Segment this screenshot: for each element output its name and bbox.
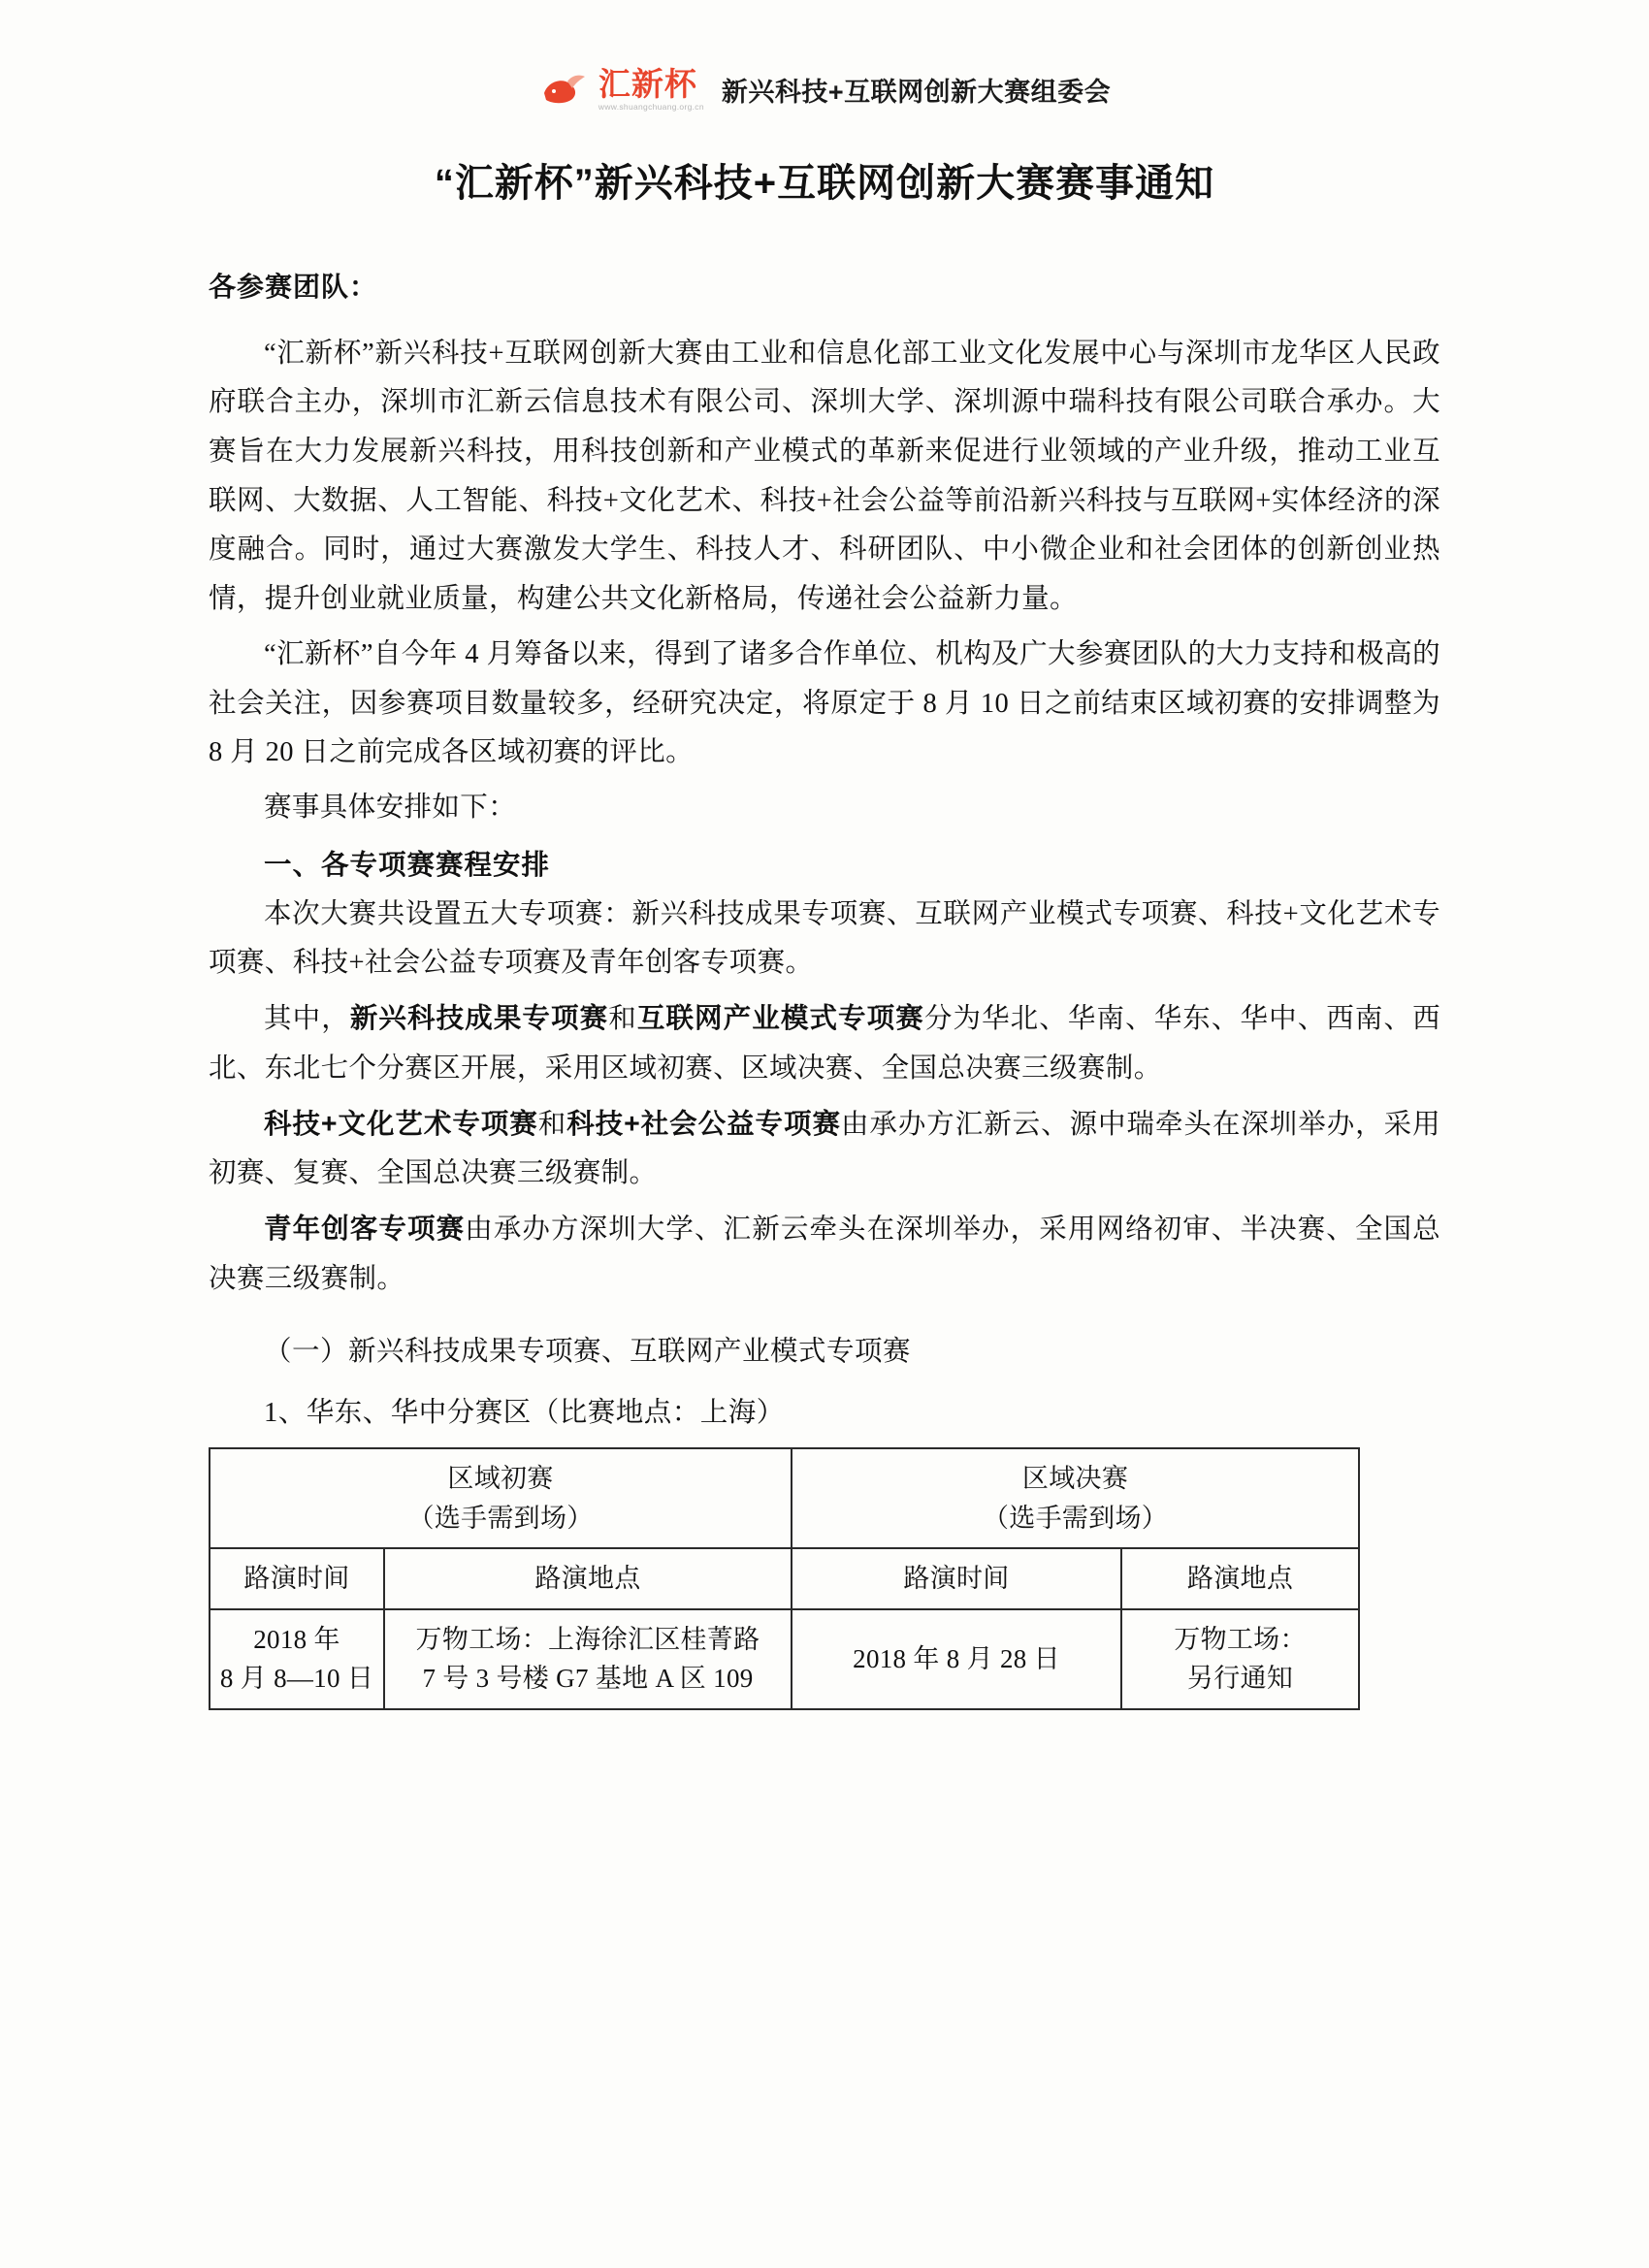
- paragraph-intro: “汇新杯”新兴科技+互联网创新大赛由工业和信息化部工业文化发展中心与深圳市龙华区人民政府联合主办，深圳市汇新云信息技术有限公司、深圳大学、深圳源中瑞科技有限公司联合承办。大赛旨在大力发展新兴科技，用科技创新和产业模式的革新来促进行业领域的产业升级，推动工业互联网、大数据、人工智能、科技+文化艺术、科技+社会公益等前沿新兴科技与互联网+实体经济的深度融合。同时，通过大赛激发大学生、科技人才、科研团队、中小微企业和社会团体的创新创业热情，提升创业就业质量，构建公共文化新格局，传递社会公益新力量。: [209, 338, 1440, 615]
- logo-text: [598, 68, 704, 112]
- group-header-final-title: 区域决赛: [1021, 1464, 1129, 1494]
- group-header-final-note: （选手需到场）: [982, 1503, 1169, 1533]
- page-title: “汇新杯”新兴科技+互联网创新大赛赛事通知: [434, 161, 1215, 205]
- paragraph-arrangement-lead: 赛事具体安排如下：: [264, 792, 517, 823]
- logo: [538, 68, 704, 112]
- schedule-table: [209, 1447, 1360, 1710]
- final-place-line-1: 万物工场：: [1174, 1624, 1307, 1654]
- paragraph-culture-public: [209, 1100, 1440, 1199]
- logo-sub-text: www.shuangchuang.org.cn: [598, 102, 704, 112]
- organizer-name: 新兴科技+互联网创新大赛组委会: [721, 77, 1112, 107]
- group-header-prelim-title: 区域初赛: [447, 1464, 554, 1494]
- para-youth-bold-1: 青年创客专项赛: [264, 1214, 466, 1245]
- prelim-place-line-1: 万物工场：上海徐汇区桂菁路: [415, 1624, 760, 1654]
- paragraph-youth-maker: [209, 1205, 1440, 1304]
- table-group-header-prelim: [210, 1448, 792, 1548]
- para-culture-mid: 和: [537, 1109, 567, 1140]
- table-row-group-headers: [210, 1448, 1359, 1548]
- list-item-region-1: 1、华东、华中分赛区（比赛地点：上海）: [264, 1398, 785, 1429]
- paragraph-five-contests: 本次大赛共设置五大专项赛：新兴科技成果专项赛、互联网产业模式专项赛、科技+文化艺术专项赛、科技+社会公益专项赛及青年创客专项赛。: [209, 898, 1440, 979]
- para-culture-bold-2: 科技+社会公益专项赛: [566, 1108, 841, 1140]
- logo-main-text: 汇新杯: [598, 66, 697, 102]
- prelim-time-line-1: 2018 年: [253, 1624, 340, 1654]
- document-content: [209, 68, 1440, 1710]
- para-culture-bold-1: 科技+文化艺术专项赛: [264, 1108, 538, 1140]
- cell-final-place: [1121, 1609, 1359, 1709]
- para-regions-lead: 其中，: [264, 1004, 350, 1035]
- document-header: [209, 68, 1440, 112]
- prelim-place-line-2: 7 号 3 号楼 G7 基地 A 区 109: [422, 1664, 754, 1694]
- table-column-header-4: 路演地点: [1121, 1548, 1359, 1609]
- para-regions-bold-1: 新兴科技成果专项赛: [349, 1003, 609, 1035]
- para-regions-tail: 分为华北、华南、华东、华中、西南、西北、东北七个分赛区开展，采用区域初赛、区域决赛、全国总决赛三级赛制。: [209, 1004, 1441, 1084]
- bird-icon: [538, 68, 591, 111]
- cell-prelim-time: [210, 1609, 384, 1709]
- table-group-header-final: [792, 1448, 1359, 1548]
- para-culture-tail: 由承办方汇新云、源中瑞牵头在深圳举办，采用初赛、复赛、全国总决赛三级赛制。: [209, 1109, 1440, 1189]
- para-youth-tail: 由承办方深圳大学、汇新云牵头在深圳举办，采用网络初审、半决赛、全国总决赛三级赛制。: [209, 1215, 1440, 1294]
- para-regions-bold-2: 互联网产业模式专项赛: [636, 1003, 924, 1035]
- final-place-line-2: 另行通知: [1186, 1664, 1294, 1694]
- table-column-header-2: 路演地点: [384, 1548, 792, 1609]
- cell-final-time: 2018 年 8 月 28 日: [792, 1609, 1121, 1709]
- section-heading-1: 一、各专项赛赛程安排: [264, 849, 551, 881]
- salutation: 各参赛团队：: [209, 271, 378, 302]
- paragraph-schedule-change: “汇新杯”自今年 4 月筹备以来，得到了诸多合作单位、机构及广大参赛团队的大力支持和极高的社会关注，因参赛项目数量较多，经研究决定，将原定于 8 月 10 日之前结束区域初赛的安排调整为 8 月 20 日之前完成各区域初赛的评比。: [209, 638, 1440, 768]
- group-header-prelim-note: （选手需到场）: [407, 1503, 594, 1533]
- table-column-header-1: 路演时间: [210, 1548, 384, 1609]
- paragraph-regions: [209, 994, 1440, 1093]
- para-regions-mid: 和: [608, 1004, 637, 1035]
- table-row-column-headers: [210, 1548, 1359, 1609]
- subsection-heading: （一）新兴科技成果专项赛、互联网产业模式专项赛: [264, 1337, 912, 1368]
- table-column-header-3: 路演时间: [792, 1548, 1121, 1609]
- cell-prelim-place: [384, 1609, 792, 1709]
- table-row: [210, 1609, 1359, 1709]
- prelim-time-line-2: 8 月 8—10 日: [219, 1664, 374, 1694]
